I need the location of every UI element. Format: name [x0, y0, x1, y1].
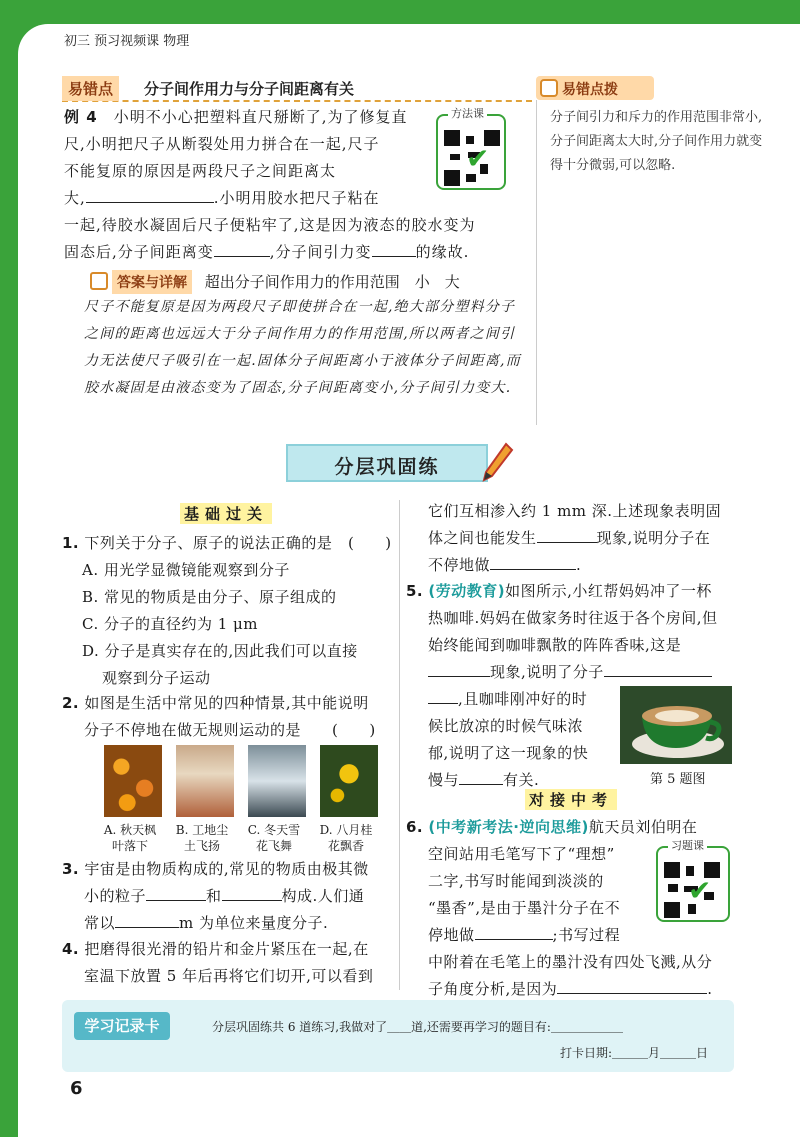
q6-line-5a: 停地做 — [428, 926, 475, 944]
q3-blank-3[interactable] — [115, 910, 179, 928]
q3-line-2b: 和 — [206, 887, 222, 905]
check-icon: ✔ — [688, 874, 712, 907]
q6-line-3: 二字,书写时能闻到淡淡的 — [428, 872, 604, 890]
q2-line-1: 如图是生活中常见的四种情景,其中能说明 — [84, 694, 369, 712]
study-record-date: 打卡日期:＿＿＿月＿＿＿日 — [560, 1046, 709, 1060]
q3-line-3b: m 为单位来量度分子. — [179, 914, 329, 932]
maple-leaves-image — [104, 745, 162, 817]
study-record-text: 分层巩固练共 6 道练习,我做对了＿＿道,还需要再学习的题目有:＿＿＿＿＿＿ — [212, 1020, 623, 1034]
example-line-1: 小明不小心把塑料直尺掰断了,为了修复直 — [113, 108, 408, 126]
q4-line-1: 把磨得很光滑的铅片和金片紧压在一起,在 — [84, 940, 369, 958]
q4-number: 4. — [62, 940, 80, 958]
banner-title: 分层巩固练 — [334, 456, 440, 478]
error-point-header — [62, 76, 532, 102]
page-number: 6 — [70, 1078, 83, 1099]
q3-number: 3. — [62, 860, 80, 878]
q5-blank-1[interactable] — [428, 659, 490, 677]
q2-caption-b: B. 工地尘 — [175, 823, 229, 837]
q4-line-2: 室温下放置 5 年后再将它们切开,可以看到 — [84, 967, 374, 985]
q5-blank-4[interactable] — [459, 767, 503, 785]
section-exam-title: 对接中考 — [525, 789, 617, 810]
page-header: 初三 预习视频课 物理 — [64, 34, 190, 49]
q5-line-4a: 现象,说明了分子 — [490, 663, 604, 681]
error-point-badge: 易错点 — [62, 76, 119, 101]
example-line-4b: .小明用胶水把尺子粘在 — [213, 189, 380, 207]
snowflakes-image — [248, 745, 306, 817]
q6-blank-1[interactable] — [475, 922, 553, 940]
exercise-qr-caption: 习题课 — [668, 837, 707, 853]
q4-line-3: 它们互相渗入约 1 mm 深.上述现象表明固 — [428, 502, 722, 520]
question-1 — [62, 530, 392, 692]
tip-header — [536, 76, 654, 100]
q6-tag: (中考新考法·逆向思维) — [428, 818, 589, 836]
q6-line-4: “墨香”,是由于墨汁分子在不 — [428, 899, 621, 917]
q5-blank-2[interactable] — [604, 659, 712, 677]
q3-blank-2[interactable] — [222, 883, 282, 901]
answer-badge: 答案与详解 — [112, 270, 192, 294]
q1-number: 1. — [62, 534, 80, 552]
tip-icon — [540, 79, 558, 97]
q2-caption-b-2: 土飞扬 — [183, 839, 220, 853]
calendar-icon — [90, 272, 108, 290]
q5-line-2: 热咖啡.妈妈在做家务时往返于各个房间,但 — [428, 609, 718, 627]
example-line-3: 不能复原的原因是两段尺子之间距离太 — [64, 162, 337, 180]
question-2 — [62, 690, 392, 744]
section-banner — [286, 444, 488, 482]
q2-answer-paren[interactable]: ( ) — [332, 721, 376, 739]
q3-line-2c: 构成.人们通 — [281, 887, 365, 905]
q1-option-c[interactable]: C. 分子的直径约为 1 μm — [82, 615, 259, 633]
example-blank-3[interactable] — [372, 239, 416, 257]
answer-row — [90, 270, 530, 294]
q2-caption-c-2: 花飞舞 — [255, 839, 292, 853]
divider-vertical-bottom — [399, 500, 400, 990]
q6-line-7b: . — [707, 980, 713, 998]
q1-option-b[interactable]: B. 常见的物质是由分子、原子组成的 — [82, 588, 337, 606]
q6-line-6: 中附着在毛笔上的墨汁没有四处飞溅,从分 — [428, 953, 713, 971]
pencil-icon — [480, 442, 514, 482]
check-icon: ✔ — [466, 142, 490, 175]
q6-blank-2[interactable] — [557, 976, 707, 994]
q5-number: 5. — [406, 582, 424, 600]
q4-line-4a: 体之间也能发生 — [428, 529, 537, 547]
q5-line-6: 候比放凉的时候气味浓 — [428, 717, 584, 735]
q2-caption-d: D. 八月桂 — [319, 823, 373, 837]
q1-stem: 下列关于分子、原子的说法正确的是 — [84, 534, 333, 552]
q4-line-5b: . — [576, 556, 582, 574]
q5-figure-caption: 第 5 题图 — [650, 772, 706, 787]
question-4 — [62, 936, 398, 990]
q5-tag: (劳动教育) — [428, 582, 506, 600]
q3-blank-1[interactable] — [146, 883, 206, 901]
q6-line-2: 空间站用毛笔写下了“理想” — [428, 845, 615, 863]
answer-detail: 尺子不能复原是因为两段尺子即使拼合在一起,绝大部分塑料分子之间的距离也远远大于分子间作用力的作用范围,所以两者之间引力无法使尺子吸引在一起.固体分子间距离小于液体分子间距离,而胶水凝固是由液态变为了固态,分子间距离变小,分子间引力变大. — [84, 299, 521, 396]
construction-dust-image — [176, 745, 234, 817]
q4-blank-1[interactable] — [537, 525, 597, 543]
example-line-4a: 大, — [64, 189, 86, 207]
q2-caption-d-2: 花飘香 — [327, 839, 364, 853]
q5-line-5a: ,且咖啡刚冲好的时 — [458, 690, 588, 708]
example-line-2: 尺,小明把尺子从断裂处用力拼合在一起,尺子 — [64, 135, 380, 153]
method-qr-box[interactable] — [436, 107, 506, 190]
q2-caption-a-2: 叶落下 — [111, 839, 148, 853]
q5-blank-3[interactable] — [428, 686, 458, 704]
q6-line-7a: 子角度分析,是因为 — [428, 980, 558, 998]
q6-line-5b: ;书写过程 — [552, 926, 621, 944]
q2-line-2: 分子不停地在做无规则运动的是 — [84, 721, 302, 739]
q5-line-8b: 有关. — [503, 771, 540, 789]
osmanthus-image — [320, 745, 378, 817]
example-line-5: 一起,待胶水凝固后尺子便粘牢了,这是因为液态的胶水变为 — [64, 216, 476, 234]
example-label: 例 4 — [64, 108, 98, 126]
q2-caption-c: C. 冬天雪 — [247, 823, 301, 837]
exercise-qr-box[interactable] — [656, 839, 730, 922]
q4-line-4b: 现象,说明分子在 — [596, 529, 711, 547]
q1-answer-paren[interactable]: ( ) — [347, 534, 392, 552]
error-point-title: 分子间作用力与分子间距离有关 — [144, 80, 355, 98]
example-line-6b: ,分子间引力变 — [269, 243, 372, 261]
q3-line-3a: 常以 — [84, 914, 116, 932]
q4-blank-2[interactable] — [490, 552, 576, 570]
question-4-cont — [428, 498, 748, 579]
q6-line-1: 航天员刘伯明在 — [588, 818, 698, 836]
q5-line-8a: 慢与 — [428, 771, 460, 789]
q3-line-1: 宇宙是由物质构成的,常见的物质由极其微 — [84, 860, 369, 878]
study-record-badge: 学习记录卡 — [74, 1012, 170, 1040]
q4-line-5a: 不停地做 — [428, 556, 491, 574]
question-3 — [62, 856, 392, 937]
q3-line-2a: 小的粒子 — [84, 887, 147, 905]
q2-number: 2. — [62, 694, 80, 712]
section-basic-title: 基础过关 — [180, 503, 272, 524]
q5-line-3: 始终能闻到咖啡飘散的阵阵香味,这是 — [428, 636, 682, 654]
tip-badge: 易错点拨 — [562, 82, 618, 98]
divider-vertical-top — [536, 100, 537, 425]
example-blank-2[interactable] — [214, 239, 270, 257]
q1-option-d[interactable]: D. 分子是真实存在的,因此我们可以直接 — [82, 642, 358, 660]
q5-line-1: 如图所示,小红帮妈妈冲了一杯 — [505, 582, 712, 600]
q1-option-a[interactable]: A. 用光学显微镜能观察到分子 — [82, 561, 290, 579]
answer-summary: 超出分子间作用力的作用范围 小 大 — [204, 273, 460, 291]
coffee-cup-image — [620, 686, 732, 764]
example-line-6a: 固态后,分子间距离变 — [64, 243, 214, 261]
q2-caption-a: A. 秋天枫 — [103, 823, 157, 837]
method-qr-caption: 方法课 — [448, 105, 487, 121]
q6-number: 6. — [406, 818, 424, 836]
tip-text: 分子间引力和斥力的作用范围非常小,分子间距离太大时,分子间作用力就变得十分微弱,可以忽略. — [550, 110, 763, 173]
example-blank-1[interactable] — [86, 185, 214, 203]
example-line-6c: 的缘故. — [415, 243, 470, 261]
q1-option-d-cont: 观察到分子运动 — [102, 669, 211, 687]
q5-line-7: 郁,说明了这一现象的快 — [428, 744, 589, 762]
